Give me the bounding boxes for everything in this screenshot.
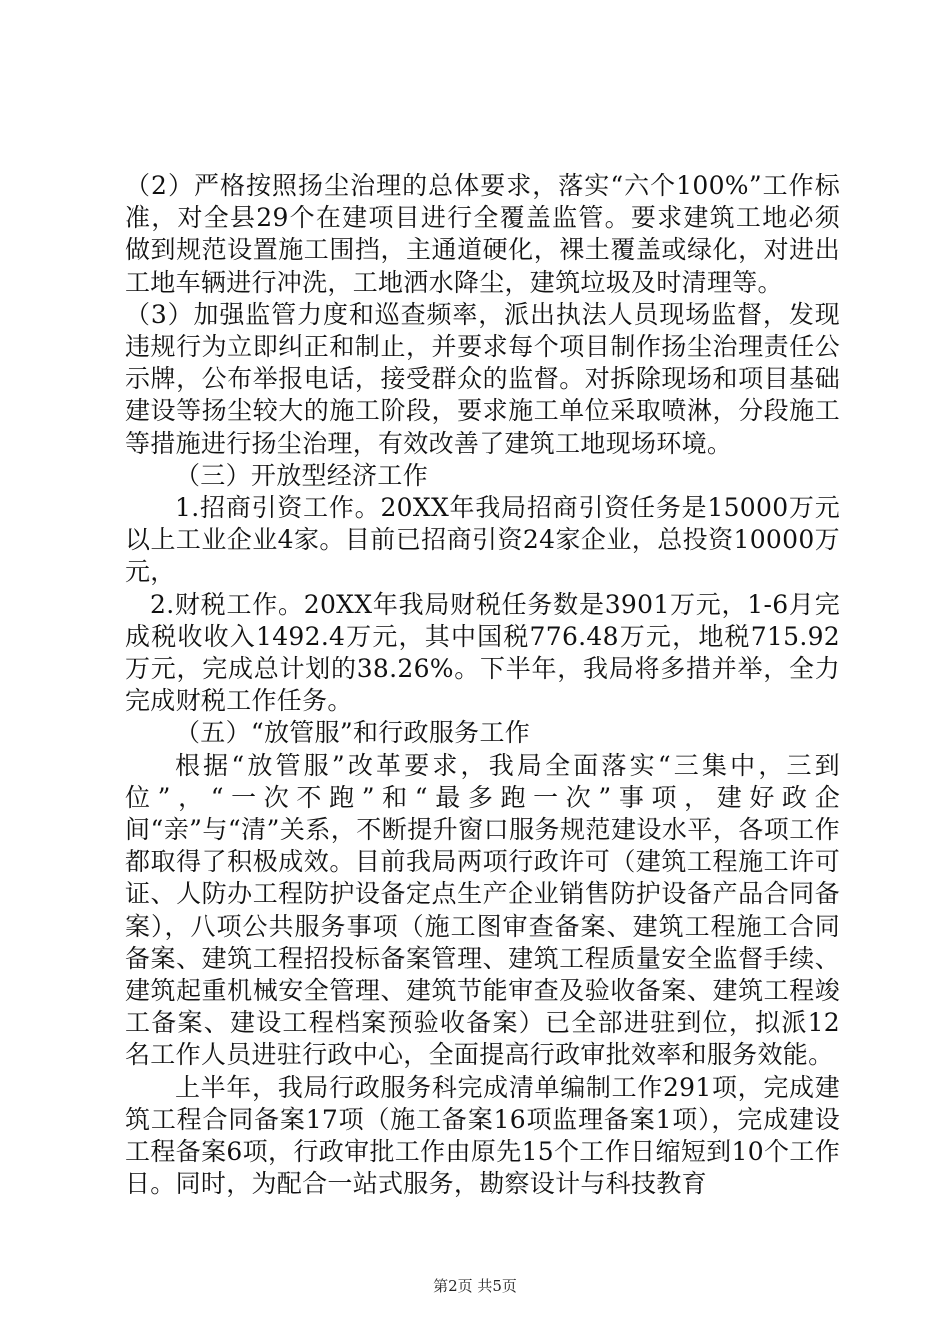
section-heading-administrative-services: （五）“放管服”和行政服务工作 — [175, 718, 531, 748]
paragraph-dust-standards: （2）严格按照扬尘治理的总体要求，落实“六个100%”工作标准，对全县29个在建项目进行全覆盖监管。要求建筑工地必须做到规范设置施工围挡，主通道硬化，裸土覆盖或绿化，对进出工地车辆进行冲洗，工地洒水降尘，建筑垃圾及时清理等。 — [125, 171, 840, 297]
paragraph-investment: 1.招商引资工作。20XX年我局招商引资任务是15000万元以上工业企业4家。目前已招商引资24家企业，总投资10000万元， — [125, 493, 840, 587]
paragraph-taxation: 2.财税工作。20XX年我局财税任务数是3901万元，1-6月完成税收收入1492.4万元，其中国税776.48万元，地税715.92万元，完成总计划的38.26%。下半年，我局将多措并举，全力完成财税工作任务。 — [125, 589, 840, 716]
section-heading-open-economy: （三）开放型经济工作 — [175, 460, 429, 490]
paragraph-supervision: （3）加强监管力度和巡查频率，派出执法人员现场监督，发现违规行为立即纠正和制止，并要求每个项目制作扬尘治理责任公示牌，公布举报电话，接受群众的监督。对拆除现场和项目基础建设等扬尘较大的施工阶段，要求施工单位采取喷淋，分段施工等措施进行扬尘治理，有效改善了建筑工地现场环境。 — [125, 299, 840, 458]
paragraph-reform: 根据“放管服”改革要求，我局全面落实“三集中，三到位”，“一次不跑”和“最多跑一次”事项，建好政企间“亲”与“清”关系，不断提升窗口服务规范建设水平，各项工作都取得了积极成效。目前我局两项行政许可（建筑工程施工许可证、人防办工程防护设备定点生产企业销售防护设备产品合同备案），八项公共服务事项（施工图审查备案、建筑工程施工合同备案、建筑工程招投标备案管理、建筑工程质量安全监督手续、建筑起重机械安全管理、建筑节能审查及验收备案、建筑工程竣工备案、建设工程档案预验收备案）已全部进驻到位，拟派12名工作人员进驻行政中心，全面提高行政审批效率和服务效能。 — [125, 750, 840, 1070]
paragraph-first-half-results: 上半年，我局行政服务科完成清单编制工作291项，完成建筑工程合同备案17项（施工备案16项监理备案1项），完成建设工程备案6项，行政审批工作由原先15个工作日缩短到10个工作日。同时，为配合一站式服务，勘察设计与科技教育 — [125, 1072, 840, 1199]
page-number-footer: 第2页 共5页 — [433, 1277, 517, 1295]
document-body — [125, 170, 840, 1201]
